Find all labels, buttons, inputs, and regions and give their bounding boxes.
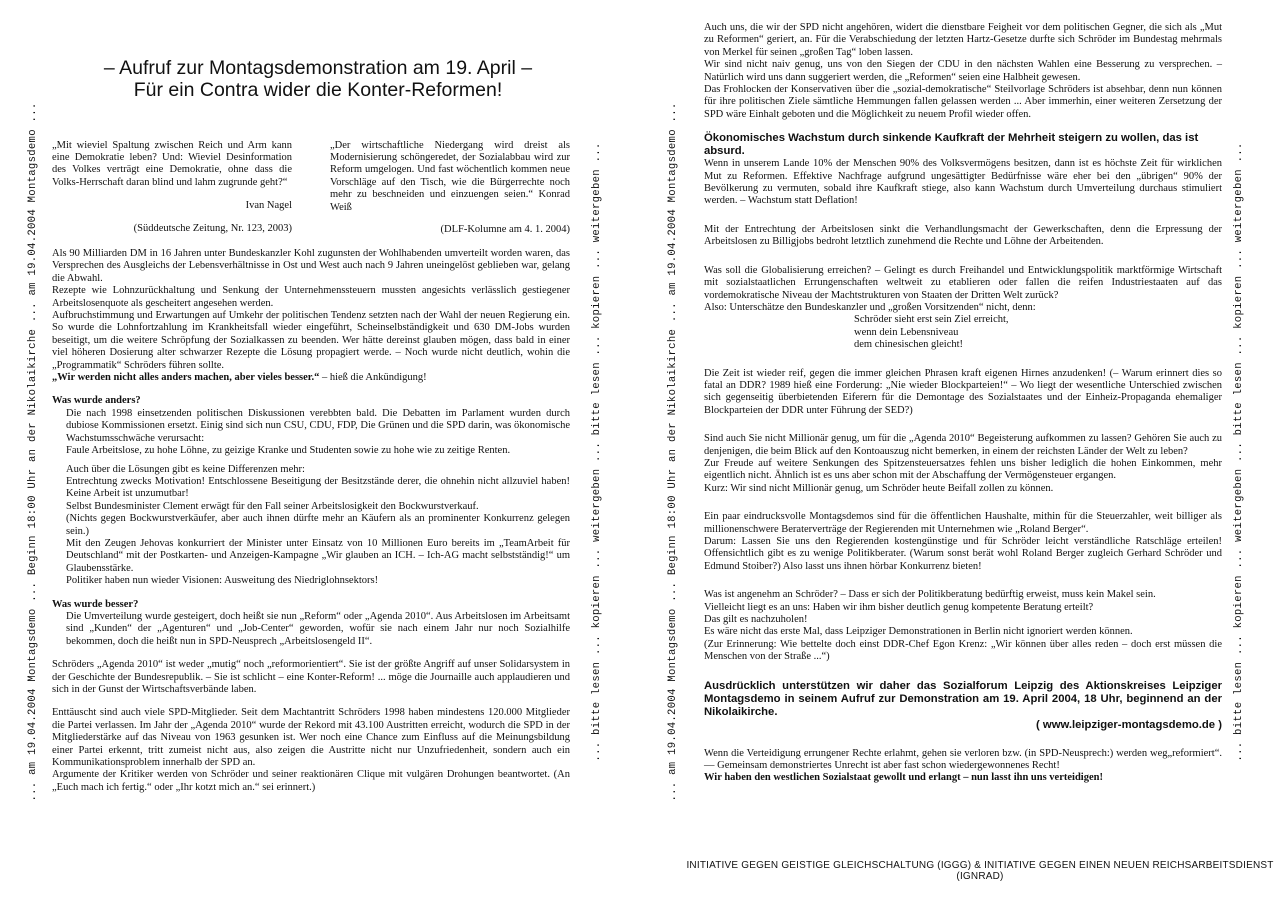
paragraph: Also: Unterschätze den Bundeskanzler und „großen Vorsitzenden“ nicht, denn: (704, 301, 1036, 313)
slogan-tail: – hieß die Ankündigung! (319, 372, 427, 384)
verse-line: dem chinesischen gleicht! (854, 339, 964, 351)
paragraph: Auch über die Lösungen gibt es keine Differenzen mehr: (66, 463, 305, 475)
paragraph: Die Zeit ist wieder reif, gegen die immer gleichen Phrasen kraft eigenen Hirnes anzudenken! (– Warum erinnert dies so fatal an DDR? 1989 hieß eine Forderung: „Nie wieder Blockparteien!“ – Wo liegt der wesentliche Unterschied zwischen sich gegenseitig überbietenden Eiferern für die Demontage des Sozialstaates und der Einheiz-Propaganda ehemaliger Blockparteien der DDR unter Führung der SED?) (704, 367, 1222, 416)
title-block (50, 57, 586, 101)
quote-nagel (52, 129, 292, 245)
paragraph: Vielleicht liegt es an uns: Haben wir ihm bisher deutlich genug kompetente Beratung erteilt? (704, 601, 1094, 613)
quote-weiss (330, 129, 570, 247)
paragraph: Es wäre nicht das erste Mal, dass Leipziger Demonstrationen in Berlin nicht ignoriert werden können. (704, 626, 1133, 638)
paragraph: Was soll die Globalisierung erreichen? – Gelingt es durch Freihandel und Entwicklungspolitik marktförmige Wirtschaft mit sozialstaatlichen Errungenschaften weltweit zu etablieren oder fallen die reifen Industriestaaten auf das vordemokratische Niveau der Machtstrukturen von Staaten der Dritten Welt zurück? (704, 264, 1222, 301)
paragraph: Die Umverteilung wurde gesteigert, doch heißt sie nun „Reform“ oder „Agenda 2010“. Aus Arbeitslosen im Arbeitsamt sind „Kunden“ der „Agenturen“ und „Job-Center“ geworden, wofür sie nach einem Jahr nur noch Sozialhilfe bekommen, doch die heißt nun in SPD-Neusprech „Arbeitslosengeld II“. (66, 610, 570, 647)
verse-line: Schröder sieht erst sein Ziel erreicht, (854, 314, 1009, 326)
paragraph: Wenn in unserem Lande 10% der Menschen 90% des Volksvermögens besitzen, dann ist es höchste Zeit für wirklichen Mut zu Reformen. Effektive Nachfrage aufgrund ungesättigter Bedürfnisse wäre eher bei den „übrigen“ 90% der Bevölkerung zu vermuten, sobald ihre Kaufkraft stiege, also kann Wachstum durch Umverteilung durchaus stimuliert werden. – Wachstum statt Deflation! (704, 158, 1222, 207)
paragraph: Schröders „Agenda 2010“ ist weder „mutig“ noch „reformorientiert“. Sie ist der größte Angriff auf unser Solidarsystem in der Geschichte der Bundesrepublik. – Sie ist schlicht – eine Konter-Reform! ... möge die Journaille auch applaudieren und sich in der Gunst der Wirtschaftsverbände laben. (52, 659, 570, 695)
footer-initiatives: INITIATIVE GEGEN GEISTIGE GLEICHSCHALTUNG (IGGG) & INITIATIVE GEGEN EINEN NEUEN REICHSARBEITSDIENST (IGNRAD) (686, 860, 1274, 882)
paragraph: Entrechtung zwecks Motivation! Entschlossene Beseitigung der Besitzstände derer, die ohnehin nicht allzuviel haben! Keine Arbeit ist unzumutbar! (66, 475, 570, 500)
quote-source: (Süddeutsche Zeitung, Nr. 123, 2003) (133, 222, 292, 234)
paragraph: Mit den Zeugen Jehovas konkurriert der Minister unter Einsatz von 10 Millionen Euro bereits im „TeamArbeit für Deutschland“ mit der Postkarten- und Anzeigen-Kampagne „Wir glauben an ICH. – Ich-AG macht selbstständig!“ um Glaubensstärke. (66, 537, 570, 574)
left-margin-banner (22, 0, 44, 905)
heading-was-wurde-anders: Was wurde anders? (52, 395, 141, 407)
paragraph: Selbst Bundesminister Clement erwägt für den Fall seiner Arbeitslosigkeit den Bockwurstverkauf. (66, 500, 479, 512)
paragraph: Darum: Lassen Sie uns den Regierenden kostengünstige und für Schröder leicht verständliche Ratschläge erteilen! Offensichtlich gibt es zu wenige Politikberater. (Warum sonst berät wohl Roland Berger zugleich Gerhard Schröder und Edmund Stoiber?) Also lasst uns ihnen hörbar Konkurrenz bieten! (704, 536, 1222, 572)
paragraph: Sind auch Sie nicht Millionär genug, um für die „Agenda 2010“ Begeisterung aufkommen zu lassen? Gehören Sie auch zu denjenigen, die beim Blick auf den Kontoauszug nicht bemerken, in einem der reichsten Länder der Welt zu leben? (704, 433, 1222, 457)
closing-slogan: Wir haben den westlichen Sozialstaat gewollt und erlangt – nun lasst ihn uns verteidigen! (704, 772, 1103, 784)
paragraph: Die nach 1998 einsetzenden politischen Diskussionen verebbten bald. Die Debatten im Parlament wurden durch dubiose Kommissionen ersetzt. Einig sind sich nun CSU, CDU, FDP, Die Grünen und die SPD darin, was ökonomische Wachstumsschwäche verursacht: (66, 407, 570, 444)
paragraph: (Zur Erinnerung: Wie bettelte doch einst DDR-Chef Egon Krenz: „Wir können über alles reden – doch erst müssen die Menschen von der Straße ...“) (704, 638, 1222, 663)
title-line-1: – Aufruf zur Montagsdemonstration am 19. April – (103, 57, 533, 79)
paragraph: Wir sind nicht naiv genug, uns von den Siegen der CDU in den nächsten Wahlen eine Besserung zu versprechen. – Natürlich wird uns dann suggeriert werden, die „Reformen“ seien eine Halbheit gewesen. (704, 59, 1222, 83)
support-url: ( www.leipziger-montagsdemo.de ) (1036, 718, 1222, 731)
paragraph: Faule Arbeitslose, zu hohe Löhne, zu geizige Kranke und Studenten sowie zu hohe wie zu zeitige Renten. (66, 445, 511, 457)
quote-source: (DLF-Kolumne am 4. 1. 2004) (440, 224, 570, 236)
left-body (52, 248, 570, 794)
paragraph: Rezepte wie Lohnzurückhaltung und Senkung der Unternehmenssteuern mussten angesichts verlässlich gestiegener Arbeitslosenquote als gescheitert angesehen werden. (52, 285, 570, 309)
paragraph: Enttäuscht sind auch viele SPD-Mitglieder. Seit dem Machtantritt Schröders 1998 haben mindestens 120.000 Mitglieder die Partei verlassen. Im Jahr der „Agenda 2010“ wurde der Rekord mit 43.100 Austritten erreicht, wodurch die SPD in der Mitgliederstärke auf das Niveau von 1963 gesunken ist. Wer noch eine Chance zum Einfluss auf die Meinungsbildung einer Partei erkennt, tritt zumeist nicht aus, also zeigen die Austritte nicht nur Unzufriedenheit, sondern auch ein Kommunikationsproblem innerhalb der SPD an. (52, 707, 570, 769)
paragraph: Wenn die Verteidigung errungener Rechte erlahmt, gehen sie verloren bzw. (in SPD-Neusprech:) werden weg„reformiert“. — Gemeinsam demonstriertes Unrecht ist aber fast schon wiedergewonnenes Recht! (704, 747, 1222, 772)
paragraph: Was ist angenehm an Schröder? – Dass er sich der Politikberatung bedürftig erweist, muss kein Makel sein. (704, 589, 1156, 601)
margin-banner-text: ... bitte lesen ... kopieren ... weitergeben ... bitte lesen ... kopieren ... weitergeben ... (591, 142, 603, 762)
paragraph (52, 372, 570, 384)
paragraph: (Nichts gegen Bockwurstverkäufer, aber auch ihnen dürfte mehr an Käufern als an prominenter Konkurrenz gelegen sein.) (66, 513, 570, 537)
paragraph: Mit der Entrechtung der Arbeitslosen sinkt die Verhandlungsmacht der Gewerkschaften, denn die Erpressung der Arbeitslosen zu Billigjobs bedroht letztlich zunehmend die Rechte und Löhne der Arbeitenden. (704, 223, 1222, 248)
paragraph: Als 90 Milliarden DM in 16 Jahren unter Bundeskanzler Kohl zugunsten der Wohlhabenden umverteilt worden waren, das Versprechen des Ausgleichs der Lebensverhältnisse in Ost und West auch nach 9 Jahren uneingelöst geblieben war, gelang die Abwahl. (52, 248, 570, 284)
paragraph: Kurz: Wir sind nicht Millionär genug, um Schröder heute Beifall zollen zu können. (704, 482, 1054, 494)
left-margin-banner (662, 0, 684, 905)
slogan-bold: „Wir werden nicht alles anders machen, aber vieles besser.“ (52, 372, 320, 384)
right-margin-banner (586, 0, 608, 905)
support-heading: Ausdrücklich unterstützen wir daher das Sozialforum Leipzig des Aktionskreises Leipziger Montagsdemo in seinem Aufruf zur Demonstration am 19. April 2004, 18 Uhr, beginnend an der Nikolaikirche. (704, 679, 1222, 718)
heading-was-wurde-besser: Was wurde besser? (52, 598, 139, 610)
paragraph: Das gilt es nachzuholen! (704, 614, 808, 626)
quote-author: Ivan Nagel (245, 199, 292, 211)
paragraph: Politiker haben nun wieder Visionen: Ausweitung des Niedriglohnsektors! (66, 575, 379, 587)
paragraph: Zur Freude auf weitere Senkungen des Spitzensteuersatzes fehlen uns bisher lediglich die hohen Einkommen, mehr eigentlich nicht. Ähnlich ist es uns aber schon mit der Abschaffung der Vermögensteuer ergangen. (704, 457, 1222, 482)
margin-banner-text: ... am 19.04.2004 Montagsdemo ... Beginn 18:00 Uhr an der Nikolaikirche ... am 19.04.2004 Montagsdemo ... (27, 102, 39, 802)
paragraph: Aufbruchstimmung und Erwartungen auf Umkehr der politischen Tendenz setzten nach der Wahl der neuen Regierung ein. So wurde die Lohnfortzahlung im Krankheitsfall wieder eingeführt, Scheinselbständigkeit und 630 DM-Jobs wurden beseitigt, um die weitere Schröpfung der Sozialkassen zu beenden. Wer hätte dereinst glauben mögen, dass bald in einer viel höheren Dosierung alter schwarzer Rezepte die Lösung propagiert werde. – Noch wurde nicht deutlich, wohin die „Programmatik“ Schröders führen sollte. (52, 310, 570, 371)
right-body (704, 22, 1222, 785)
right-page (640, 0, 1280, 905)
right-margin-banner (1228, 0, 1250, 905)
margin-banner-text: ... bitte lesen ... kopieren ... weitergeben ... bitte lesen ... kopieren ... weitergeben ... (1233, 142, 1245, 762)
paragraph: Das Frohlocken der Konservativen über die „sozial-demokratische“ Steilvorlage Schröders ist absehbar, denn nun können für ihre politischen Ziele sämtliche Hemmungen fallen gelassen werden ... Aber immerhin, einer weiteren Zersetzung der SPD wäre Einhalt geboten und die Möglichkeit zu neuem Profil wieder offen. (704, 84, 1222, 120)
paragraph: Ein paar eindrucksvolle Montagsdemos sind für die öffentlichen Haushalte, mithin für die Steuerzahler, weit billiger als millionenschwere Beraterverträge der Regierenden mit Unternehmen wie „Roland Berger“. (704, 511, 1222, 535)
verse-line: wenn dein Lebensniveau (854, 326, 959, 338)
paragraph: Argumente der Kritiker werden von Schröder und seiner reaktionären Clique mit vulgären Drohungen beantwortet. (An „Euch mach ich fertig.“ oder „Ihr kotzt mich an.“ sei erinnert.) (52, 769, 570, 793)
margin-banner-text: ... am 19.04.2004 Montagsdemo ... Beginn 18:00 Uhr an der Nikolaikirche ... am 19.04.2004 Montagsdemo ... (667, 102, 679, 802)
quote-text: „Der wirtschaftliche Niedergang wird dreist als Modernisierung schöngeredet, der Sozialabbau wird zur Reform umgelogen. Und fast wöchentlich kommen neue Vorschläge auf den Tisch, wie die Bürgerrechte noch mehr zu beschneiden und einzuengen seien.“ Konrad Weiß (330, 139, 570, 213)
heading-wachstum: Ökonomisches Wachstum durch sinkende Kaufkraft der Mehrheit steigern zu wollen, das ist absurd. (704, 132, 1199, 158)
title-line-2: Für ein Contra wider die Konter-Reformen! (133, 79, 503, 101)
paragraph: Auch uns, die wir der SPD nicht angehören, widert die dienstbare Feigheit vor dem politischen Gegner, die sich als „Mut zu Reformen“ geriert, an. Für die Verabschiedung der letzten Hartz-Gesetze durfte sich Schröder im Bundestag mehrmals von Merkel für seinen „großen Tag“ loben lassen. (704, 22, 1222, 58)
quote-text: „Mit wieviel Spaltung zwischen Reich und Arm kann eine Demokratie leben? Und: Wieviel Desinformation des Volkes verträgt eine Demokratie, ohne dass die Volks-Herrschaft daran blind und lahm zugrunde geht?“ (52, 139, 292, 188)
